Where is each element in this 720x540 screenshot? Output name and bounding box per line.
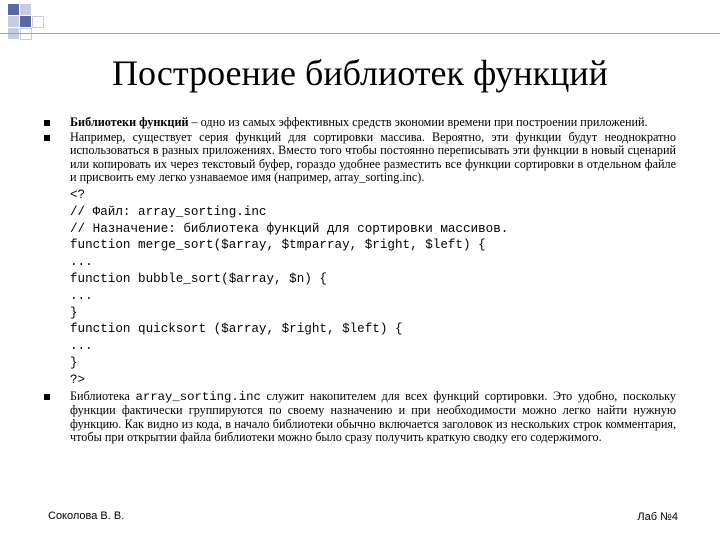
bullet-square-icon: [44, 120, 50, 126]
code-block: [70, 187, 676, 389]
bullet-square-icon: [44, 135, 50, 141]
bullet-square-icon: [44, 394, 50, 400]
code-line: <?: [70, 187, 86, 202]
code-line: function bubble_sort($array, $n) {: [70, 271, 327, 286]
code-line: }: [70, 305, 78, 320]
deco-square-icon: [8, 4, 19, 15]
deco-square-icon: [20, 4, 31, 15]
footer-lab-number: Лаб №4: [637, 511, 678, 523]
code-line: ?>: [70, 372, 86, 387]
slide-content: [44, 116, 676, 445]
footer-author: Соколова В. В.: [48, 510, 125, 522]
bullet-paragraph: [70, 116, 676, 130]
bullet-paragraph: Например, существует серия функций для сортировки массива. Вероятно, эти функции будут неоднократно использоваться в разных приложениях. Вместо того чтобы постоянно переписывать эти функции в новый сценарий или копировать их через текстовый буфер, гораздо удобнее разместить все функции сортировки в отдельном файле и присвоить ему легко узнаваемое имя (например, array_sorting.inc).: [70, 129, 676, 185]
deco-square-icon: [20, 28, 32, 40]
bullet-item: [44, 131, 676, 389]
bullet-item: [44, 116, 676, 130]
library-filename: array_sorting.inc: [135, 389, 261, 404]
bullet-paragraph: [70, 390, 676, 445]
library-description: служит накопителем для всех функций сортировки. Это удобно, поскольку функции фактически группируются по своему назначению и при необходимости можно легко найти нужную функцию. Как видно из кода, в начало библиотеки обычно включается заголовок из нескольких строк комментария, чтобы при открытии файла библиотеки можно было сразу получить краткую сводку его содержимого.: [70, 388, 676, 445]
deco-square-icon: [8, 16, 19, 27]
deco-square-icon: [32, 16, 44, 28]
code-line: function merge_sort($array, $tmparray, $right, $left) {: [70, 238, 486, 253]
code-line: ...: [70, 288, 93, 303]
library-prefix: Библиотека: [70, 388, 136, 403]
term-bold: Библиотеки функций: [70, 115, 189, 129]
code-line: ...: [70, 339, 93, 354]
code-line: function quicksort ($array, $right, $left) {: [70, 322, 403, 337]
deco-square-icon: [20, 16, 31, 27]
definition-text: – одно из самых эффективных средств экономии времени при построении приложений.: [188, 115, 648, 129]
code-line: }: [70, 355, 78, 370]
header-rule: [0, 33, 720, 34]
code-line: ...: [70, 255, 93, 270]
code-line: // Назначение: библиотека функций для сортировки массивов.: [70, 221, 509, 236]
bullet-item: [44, 390, 676, 445]
slide-title: Построение библиотек функций: [112, 53, 608, 93]
code-line: // Файл: array_sorting.inc: [70, 204, 267, 219]
